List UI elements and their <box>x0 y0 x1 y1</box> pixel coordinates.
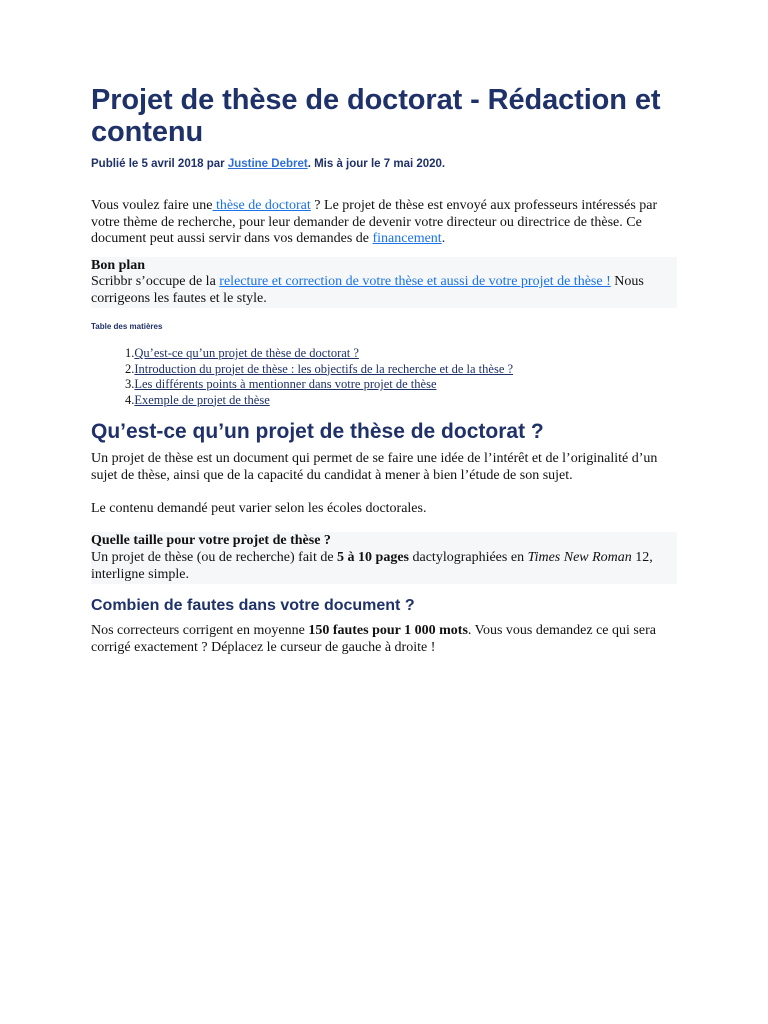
taille-pages: 5 à 10 pages <box>337 550 409 565</box>
section-paragraph: Le contenu demandé peut varier selon les écoles doctorales. <box>91 501 427 516</box>
taille-text-3: 12, interligne simple. <box>91 550 653 582</box>
bon-plan-heading: Bon plan <box>91 257 146 273</box>
taille-text-2: dactylographiées en <box>409 550 528 565</box>
toc-item <box>125 346 677 362</box>
fautes-count: 150 fautes pour 1 000 mots <box>308 623 468 638</box>
toc-link-2[interactable]: Introduction du projet de thèse : les objectifs de la recherche et de la thèse ? <box>134 361 514 376</box>
bon-plan-callout <box>91 257 677 309</box>
bon-plan-text-2: Nous corrigeons les fautes et le style. <box>91 274 644 306</box>
toc-link-1[interactable]: Qu’est-ce qu’un projet de thèse de doctorat ? <box>134 346 359 360</box>
taille-font: Times New Roman <box>527 550 632 565</box>
toc-item-number: 4. <box>125 392 135 407</box>
section-heading-fautes: Combien de fautes dans votre document ? <box>91 597 415 614</box>
toc-item <box>125 362 677 378</box>
taille-text-1: Un projet de thèse (ou de recherche) fait de <box>91 550 338 565</box>
intro-text-1: Vous voulez faire une <box>91 198 213 213</box>
intro-text-2: ? Le projet de thèse est envoyé aux professeurs intéressés par votre thème de recherche, pour leur demander de devenir votre directeur ou directrice de thèse. Ce document peut aussi servir dans vos demandes de <box>91 198 658 246</box>
these-doctorat-link[interactable]: thèse de doctorat <box>212 198 311 213</box>
toc-item-number: 2. <box>125 361 135 376</box>
financement-link[interactable]: financement <box>372 231 442 246</box>
taille-heading: Quelle taille pour votre projet de thèse ? <box>91 533 331 548</box>
section-paragraph: Un projet de thèse est un document qui permet de se faire une idée de l’intérêt et de l’originalité d’un sujet de thèse, ainsi que de la capacité du candidat à mener à bien l’étude de son sujet. <box>91 451 658 483</box>
toc-link-3[interactable]: Les différents points à mentionner dans votre projet de thèse <box>134 377 437 391</box>
article-meta <box>91 156 677 172</box>
bon-plan-text-1: Scribbr s’occupe de la <box>91 274 220 289</box>
toc-item-number: 1. <box>125 346 135 360</box>
section-heading-projet: Qu’est-ce qu’un projet de thèse de doctorat ? <box>91 420 544 443</box>
article <box>91 84 677 656</box>
intro-text-3: . <box>441 231 446 246</box>
page-title: Projet de thèse de doctorat - Rédaction et contenu <box>91 84 661 148</box>
table-of-contents <box>91 346 677 408</box>
taille-callout <box>91 532 677 584</box>
toc-link-4[interactable]: Exemple de projet de thèse <box>134 392 270 407</box>
toc-item <box>125 377 677 393</box>
toc-item-number: 3. <box>125 377 135 391</box>
fautes-text-2: . Vous vous demandez ce qui sera corrigé exactement ? Déplacez le curseur de gauche à droite ! <box>91 623 656 655</box>
relecture-link[interactable]: relecture et correction de votre thèse et aussi de votre projet de thèse ! <box>219 274 611 289</box>
toc-title: Table des matières <box>91 322 163 331</box>
meta-published: Publié le 5 avril 2018 par <box>91 158 228 170</box>
toc-item <box>125 393 677 409</box>
fautes-paragraph <box>91 622 677 656</box>
meta-updated: . Mis à jour le 7 mai 2020. <box>307 158 446 170</box>
fautes-text-1: Nos correcteurs corrigent en moyenne <box>91 623 309 638</box>
intro-paragraph <box>91 198 677 248</box>
author-link[interactable]: Justine Debret <box>227 158 308 170</box>
